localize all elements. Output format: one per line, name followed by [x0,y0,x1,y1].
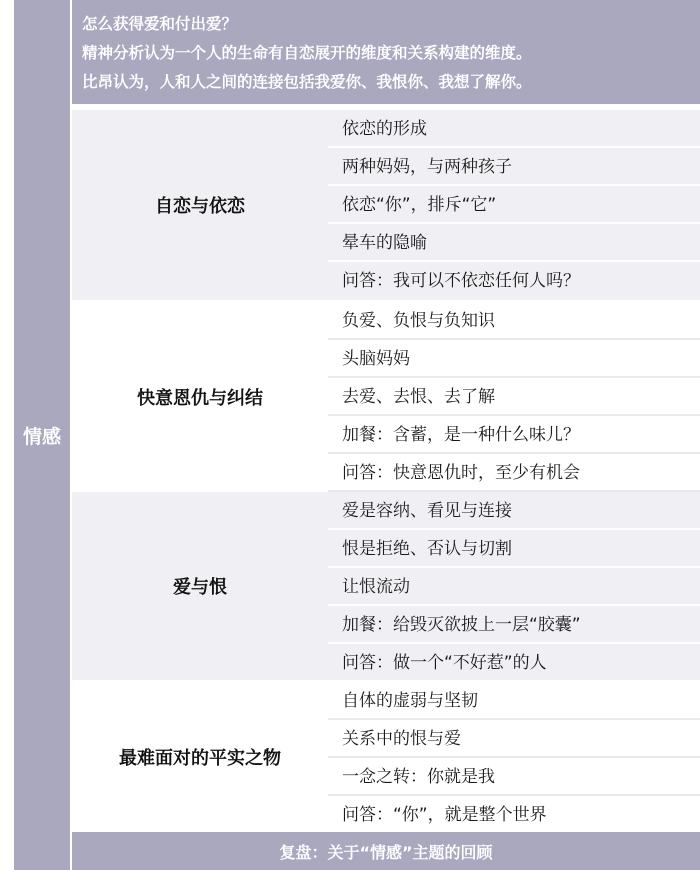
lesson-item: 问答：做一个“不好惹”的人 [342,653,547,673]
section-title: 自恋与依恋 [155,196,245,217]
lesson-item: 负爱、负恨与负知识 [328,302,700,340]
lesson-item: 加餐：给毁灭欲披上一层“胶囊” [328,606,700,644]
lesson-item: 恨是拒绝、否认与切割 [328,530,700,568]
theme-label: 情感 [22,425,61,448]
lesson-item: 依恋“你”，排斥“它” [328,186,700,224]
lesson-item: 关系中的恨与爱 [328,720,700,758]
lesson-list [328,302,700,492]
lesson-item: 一念之转：你就是我 [328,758,700,796]
intro-line-1: 精神分析认为一个人的生命有自恋展开的维度和关系构建的维度。 [82,44,532,62]
section-love-hate-entanglement [72,302,700,492]
lesson-list [328,110,700,300]
intro-line-2: 比昂认为，人和人之间的连接包括我爱你、我恨你、我想了解你。 [82,73,532,91]
lesson-item: 问答：快意恩仇时，至少有机会 [328,454,700,492]
lesson-item: 加餐：含蓄，是一种什么味儿？ [328,416,700,454]
review-label: 复盘：关于“情感”主题的回顾 [279,842,493,862]
lesson-list [328,492,700,680]
theme-column [14,0,70,870]
lesson-item: 问答：“你”，就是整个世界 [328,796,700,834]
lesson-item: 去爱、去恨、去了解 [328,378,700,416]
review-footer [72,832,700,870]
lesson-item: 问答：我可以不依恋任何人吗？ [342,271,580,291]
lesson-item: 头脑妈妈 [328,340,700,378]
lesson-item: 让恨流动 [328,568,700,606]
section-title: 最难面对的平实之物 [119,748,281,769]
lesson-list [328,682,700,832]
section-title: 爱与恨 [173,577,227,598]
lesson-item: 依恋的形成 [328,110,700,148]
lesson-item: 晕车的隐喻 [328,224,700,262]
lesson-item: 两种妈妈，与两种孩子 [328,148,700,186]
section-love-and-hate [72,492,700,680]
lesson-item: 自体的虚弱与坚韧 [328,682,700,720]
section-narcissism-attachment [72,110,700,300]
intro-header [72,0,700,104]
lesson-item: 爱是容纳、看见与连接 [328,492,700,530]
section-plain-things [72,682,700,832]
section-title: 快意恩仇与纠结 [137,388,263,409]
intro-question: 怎么获得爱和付出爱？ [82,15,238,33]
outline-content [72,0,700,870]
